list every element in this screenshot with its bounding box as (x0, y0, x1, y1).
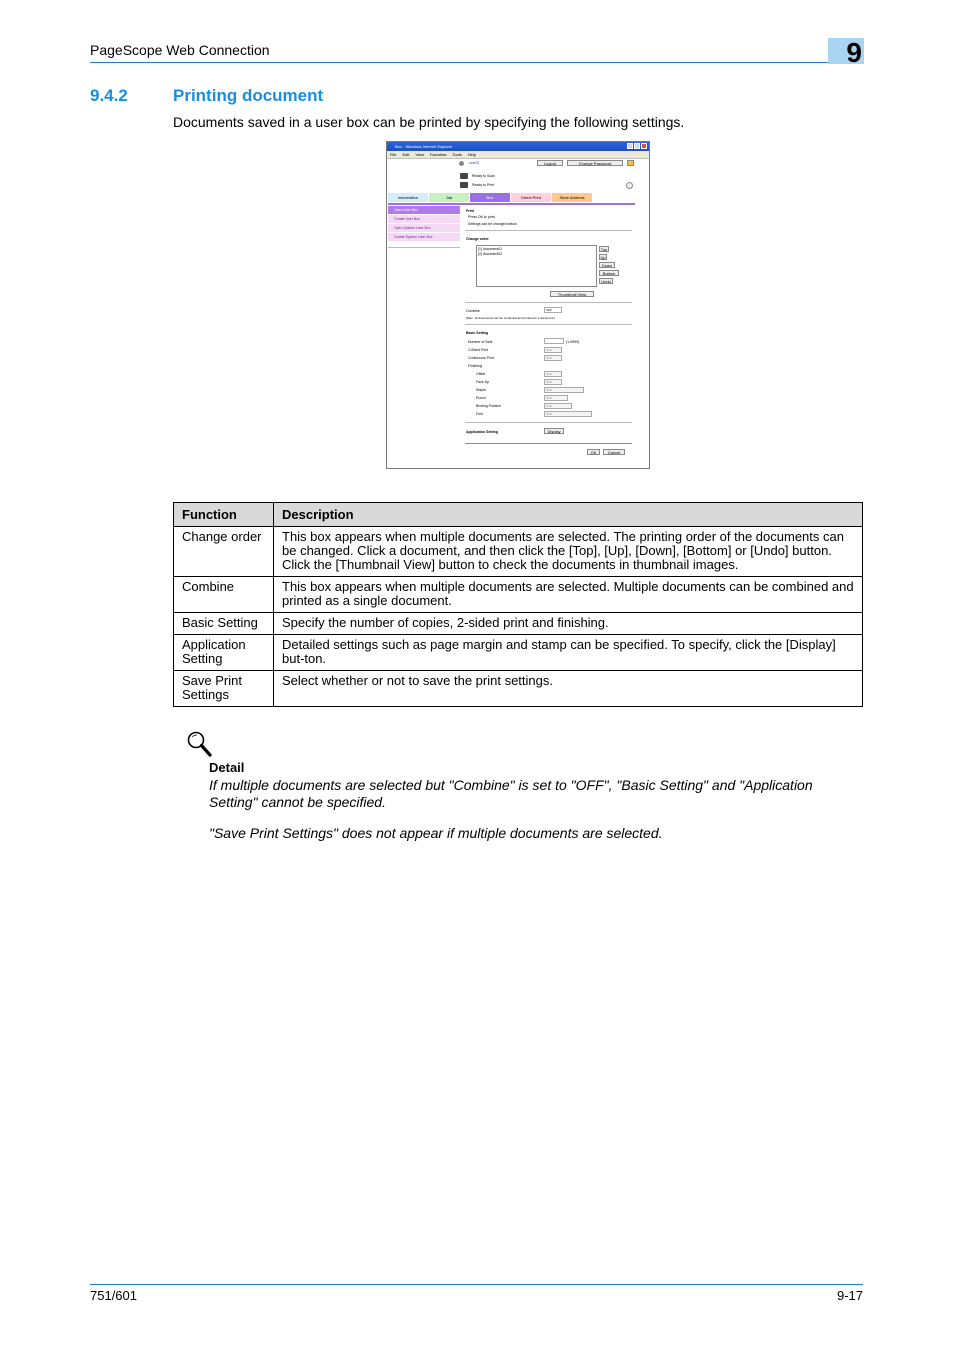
document-list (476, 245, 597, 287)
number-of-sets-label: Number of Sets (468, 340, 493, 344)
function-cell: Change order (174, 527, 274, 577)
window-titlebar (387, 142, 649, 151)
top-button: Top (600, 247, 608, 252)
face-up-select: OFF (544, 379, 562, 385)
sidebar (388, 206, 460, 242)
maximize-icon (634, 143, 640, 149)
change-order-heading: Change order (466, 237, 489, 241)
two-sided-label: 2-Sided Print (468, 348, 489, 352)
refresh-icon (626, 182, 633, 189)
tab-box: Box (470, 193, 510, 202)
table-row (174, 671, 863, 707)
detail-label: Detail (209, 760, 245, 775)
sidebar-item-open-user-box: Open User Box (388, 206, 460, 215)
section-title: Printing document (173, 86, 324, 105)
cancel-button: Cancel (603, 449, 625, 455)
punch-label: Punch (476, 396, 486, 400)
table-header-row (174, 503, 863, 527)
function-cell: Save Print Settings (174, 671, 274, 707)
number-of-sets-field (544, 338, 564, 344)
footer-rule (90, 1284, 863, 1285)
browser-screenshot (386, 141, 650, 469)
up-button: Up (600, 255, 606, 260)
sidebar-item-open-system-user-box: Open System User Box (388, 224, 460, 233)
intro-text: Documents saved in a user box can be printed by specifying the following settings. (173, 114, 685, 130)
chapter-number: 9 (828, 38, 864, 64)
status-scan: Ready to Scan (472, 174, 495, 178)
divider (465, 302, 632, 303)
footer-model: 751/601 (90, 1288, 137, 1303)
table-row (174, 613, 863, 635)
binding-position-label: Binding Position (476, 404, 502, 408)
staple-label: Staple (476, 388, 486, 392)
printer-icon (460, 182, 468, 188)
menu-view: View (415, 152, 424, 157)
combine-note: (Max. 10 documents can be combined and printed as 1 document.) (466, 316, 556, 320)
menu-bar (387, 151, 649, 159)
detail-paragraph: "Save Print Settings" does not appear if multiple documents are selected. (209, 825, 663, 841)
print-note-1: Press OK to print. (468, 215, 496, 219)
tab-bar (388, 193, 636, 203)
detail-paragraph: If multiple documents are selected but "Combine" is set to "OFF", "Basic Setting" and "Application Setting" cannot be specified. (209, 777, 813, 810)
description-cell: Select whether or not to save the print settings. (274, 671, 863, 707)
tab-store-address: Store Address (552, 193, 592, 202)
minimize-icon (627, 143, 633, 149)
magnifier-icon (186, 730, 212, 758)
divider (465, 230, 632, 231)
function-cell: Application Setting (174, 635, 274, 671)
document-item: [2] document02 (478, 252, 503, 256)
binding-position-select: Auto (544, 403, 572, 409)
table-row (174, 577, 863, 613)
logout-button: Logout (537, 160, 563, 166)
staple-select: OFF (544, 387, 584, 393)
tab-direct-print: Direct Print (511, 193, 551, 202)
undo-button: Undo (599, 278, 613, 284)
change-password-button: Change Password (567, 160, 623, 166)
offset-label: Offset (476, 372, 486, 376)
continuous-print-select: OFF (544, 355, 562, 361)
two-sided-select: OFF (544, 347, 562, 353)
running-header: PageScope Web Connection (90, 42, 270, 58)
finishing-label: Finishing (468, 364, 483, 368)
menu-edit: Edit (402, 152, 410, 157)
sets-range: (1-9999) (566, 340, 580, 344)
table-row (174, 527, 863, 577)
bottom-button: Bottom (599, 270, 619, 276)
header-rule (90, 62, 863, 63)
function-table (173, 502, 863, 707)
document-item: [1] document01 (478, 247, 503, 251)
divider (465, 422, 632, 423)
close-icon (641, 143, 647, 149)
display-button: Display (544, 428, 564, 434)
description-cell: This box appears when multiple documents are selected. Multiple documents can be combined and printed as a single document. (274, 577, 863, 613)
section-number: 9.4.2 (90, 86, 128, 105)
continuous-print-label: Continuous Print (468, 356, 494, 360)
function-cell: Basic Setting (174, 613, 274, 635)
combine-label: Combine (466, 309, 481, 313)
page-number: 9-17 (836, 1288, 863, 1303)
print-note-2: Settings can be changed below. (468, 222, 518, 226)
face-up-label: Face Up (476, 380, 490, 384)
description-cell: Detailed settings such as page margin and stamp can be specified. To specify, click the [Display] but-ton. (274, 635, 863, 671)
sidebar-item-create-user-box: Create User Box (388, 215, 460, 224)
tab-job: Job (429, 193, 469, 202)
divider (465, 324, 632, 325)
table-row (174, 635, 863, 671)
offset-select: OFF (544, 371, 562, 377)
tab-underline (388, 203, 635, 205)
header-description: Description (274, 503, 863, 527)
function-cell: Combine (174, 577, 274, 613)
menu-file: File (390, 152, 397, 157)
description-cell: Specify the number of copies, 2-sided print and finishing. (274, 613, 863, 635)
sidebar-item-create-system-user-box: Create System User Box (388, 233, 460, 242)
thumbnail-view-button: Thumbnail View (550, 291, 594, 297)
application-setting-label: Application Setting (466, 430, 498, 434)
description-cell: This box appears when multiple documents are selected. The printing order of the documents can be changed. Click a document, and then click the [Top], [Up], [Down], [Bottom] or [Undo] button. Click the [Thumbnail View] button to check the documents in thumbnail images. (274, 527, 863, 577)
status-print: Ready to Print (472, 183, 495, 187)
fold-label: Fold (476, 412, 483, 416)
menu-favorites: Favorites (429, 152, 447, 157)
down-button: Down (599, 262, 615, 268)
window-title: Box - Windows Internet Explorer (395, 144, 453, 149)
print-heading: Print (466, 209, 474, 213)
combine-select: OFF (544, 307, 562, 313)
user-icon (459, 161, 464, 166)
punch-select: OFF (544, 395, 568, 401)
divider (465, 443, 632, 444)
sidebar-rule (388, 247, 460, 248)
user-name: user01 (469, 161, 480, 165)
header-function: Function (174, 503, 274, 527)
menu-help: Help (467, 152, 476, 157)
basic-setting-heading: Basic Setting (466, 331, 489, 335)
menu-tools: Tools (452, 152, 462, 157)
help-icon (627, 160, 634, 166)
tab-information: Information (388, 193, 428, 202)
fold-select: OFF (544, 411, 592, 417)
ok-button: OK (587, 449, 600, 455)
scanner-icon (460, 173, 468, 179)
